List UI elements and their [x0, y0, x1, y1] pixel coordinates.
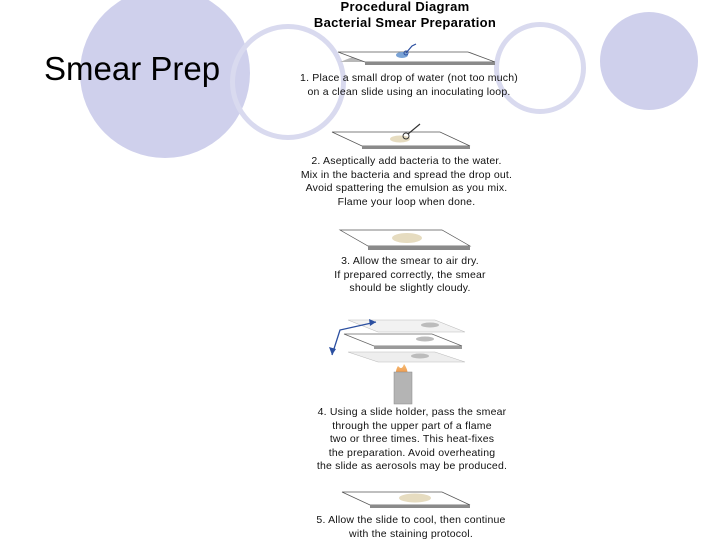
- step-4-text: 4. Using a slide holder, pass the smear through the upper part of a flame two or three times. This heat-fixes the preparation. Avoid overheating the slide as aerosols may be produced.: [316, 406, 508, 472]
- slide-step-3: [340, 230, 470, 250]
- decor-circle-filled-right: [600, 12, 698, 110]
- diagram-heading: Procedural Diagram: [340, 0, 470, 14]
- dried-smear-icon: [392, 233, 422, 243]
- slide-step-5: [342, 492, 470, 508]
- fixed-smear-icon: [399, 494, 431, 503]
- burner-icon: [394, 372, 412, 404]
- step-3-text: 3. Allow the smear to air dry. If prepared correctly, the smear should be slightly cloudy.: [334, 255, 486, 294]
- slide-step-2: [332, 124, 470, 149]
- slide-title: Smear Prep: [44, 50, 221, 87]
- procedural-diagram: [270, 0, 560, 540]
- step-1-text: 1. Place a small drop of water (not too much) on a clean slide using an inoculating loop.: [300, 72, 518, 98]
- step-2-text: 2. Aseptically add bacteria to the water. Mix in the bacteria and spread the drop out. Avoid spattering the emulsion as you mix. Flame your loop when done.: [300, 155, 513, 208]
- slide-step-1: [338, 44, 495, 65]
- heat-fix-illustration: [329, 319, 465, 404]
- diagram-subheading: Bacterial Smear Preparation: [313, 15, 497, 30]
- step-5-text: 5. Allow the slide to cool, then continue with the staining protocol.: [316, 514, 506, 540]
